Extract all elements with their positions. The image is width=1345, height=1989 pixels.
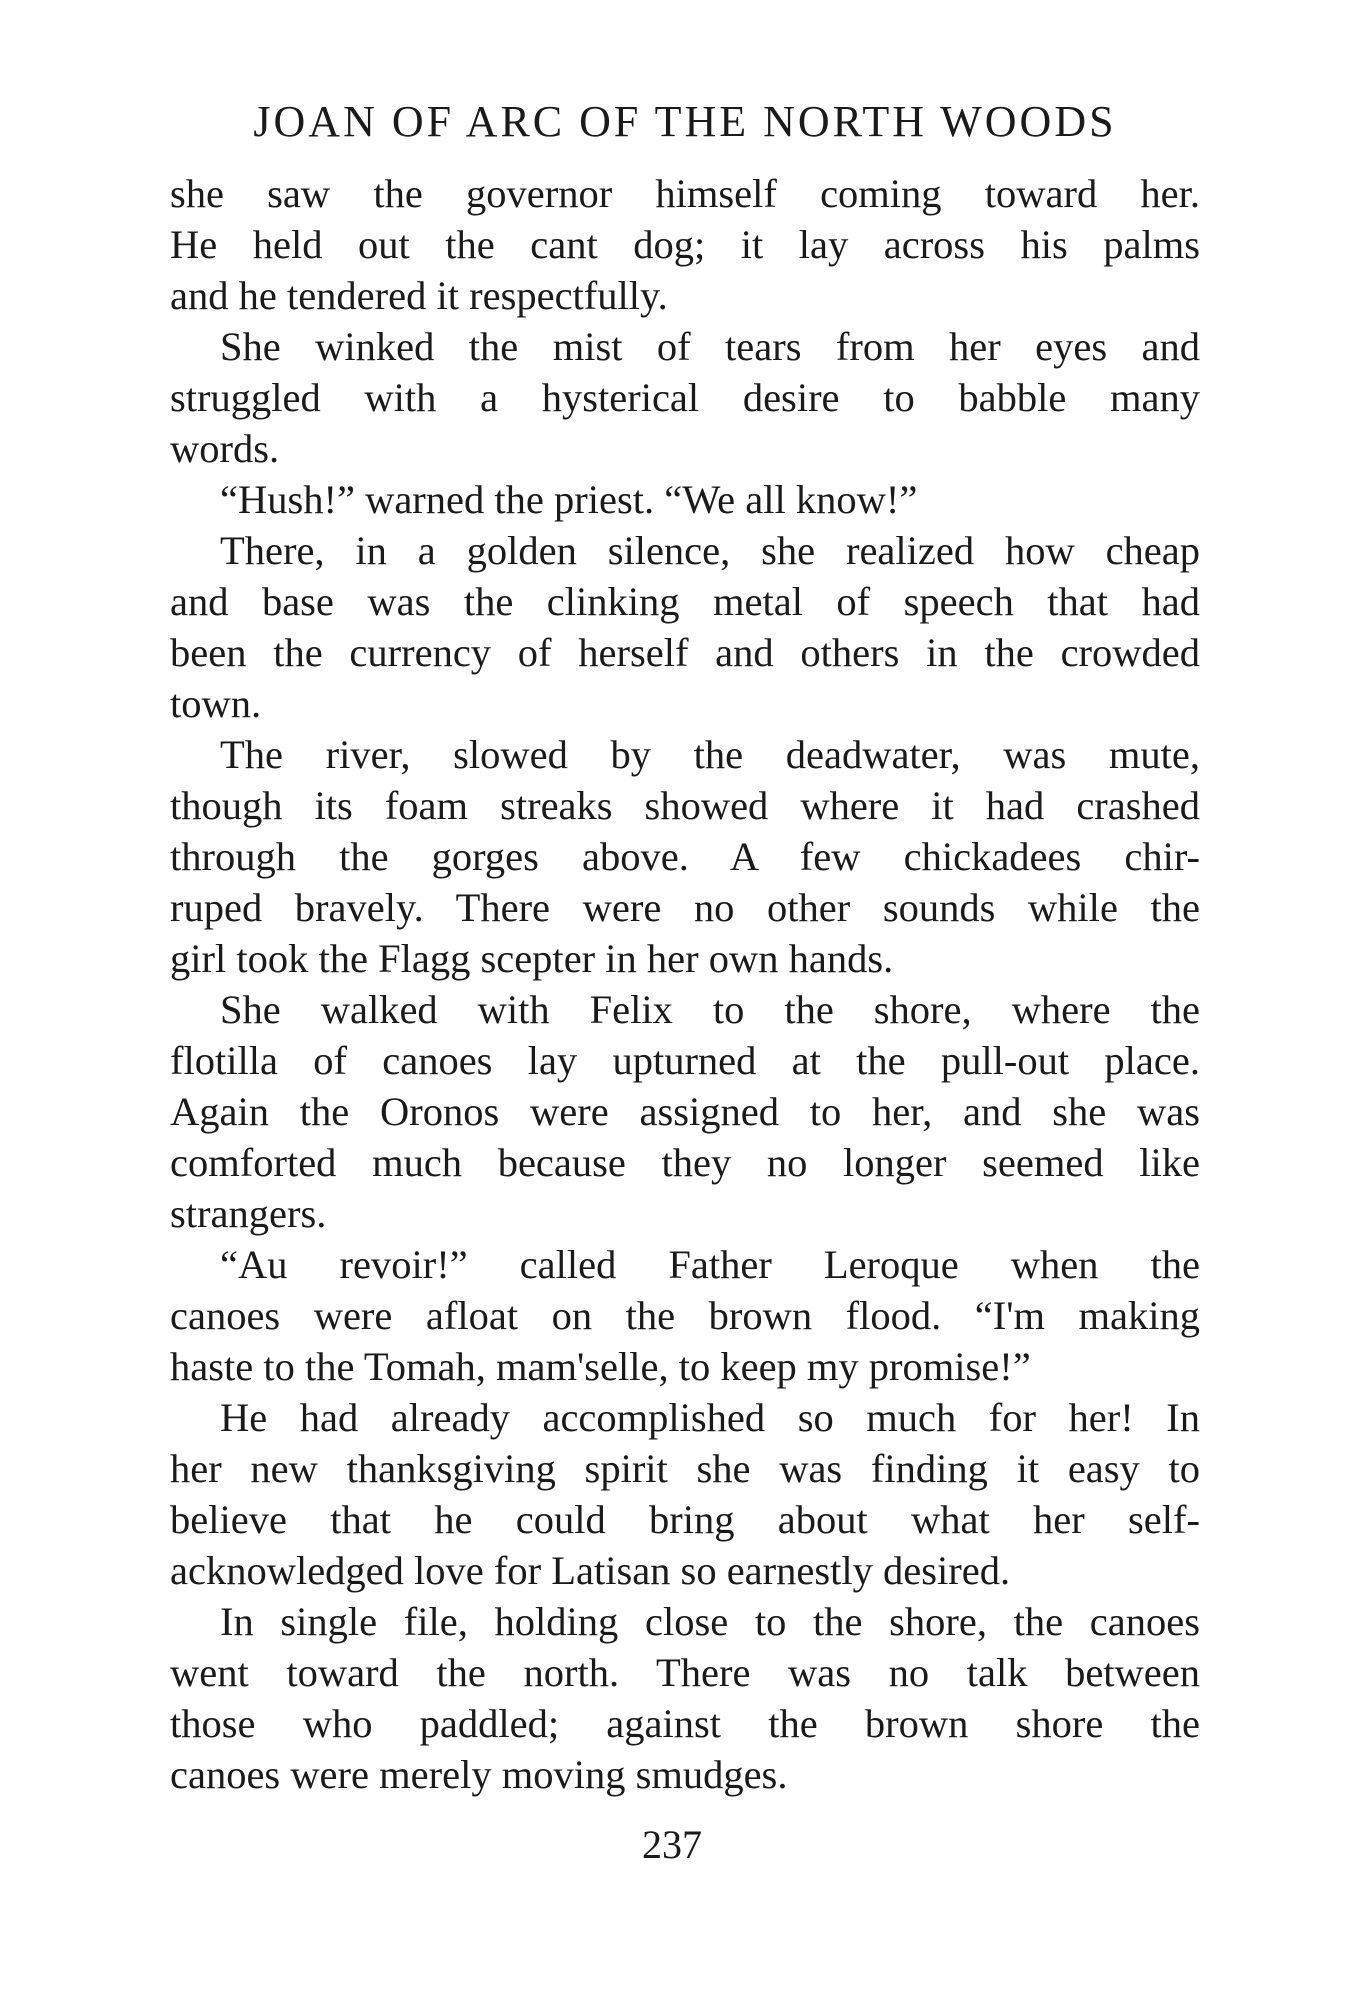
text-line: In single file, holding close to the shore, the canoes <box>220 1599 1200 1644</box>
text-line: acknowledged love for Latisan so earnestly desired. <box>170 1548 1011 1593</box>
body-text <box>170 168 1200 1800</box>
text-line: flotilla of canoes lay upturned at the pull-out place. <box>170 1038 1200 1083</box>
text-line: strangers. <box>170 1191 327 1236</box>
text-line: went toward the north. There was no talk between <box>170 1650 1200 1695</box>
text-line: He held out the cant dog; it lay across his palms <box>170 222 1200 267</box>
text-line: ruped bravely. There were no other sounds while the <box>170 885 1200 930</box>
text-line: She walked with Felix to the shore, where the <box>220 987 1200 1032</box>
text-line: There, in a golden silence, she realized how cheap <box>220 528 1200 573</box>
text-line: girl took the Flagg scepter in her own hands. <box>170 936 894 981</box>
text-line: canoes were afloat on the brown flood. “I'm making <box>170 1293 1200 1338</box>
text-line: she saw the governor himself coming toward her. <box>170 171 1200 216</box>
text-line: “Hush!” warned the priest. “We all know!” <box>220 477 918 522</box>
text-line: those who paddled; against the brown shore the <box>170 1701 1200 1746</box>
text-line: words. <box>170 426 280 471</box>
text-line: though its foam streaks showed where it had crashed <box>170 783 1200 828</box>
running-head-title: JOAN OF ARC OF THE NORTH WOODS <box>253 97 1117 146</box>
text-line: and he tendered it respectfully. <box>170 273 668 318</box>
text-line: struggled with a hysterical desire to babble many <box>170 375 1200 420</box>
text-line: her new thanksgiving spirit she was finding it easy to <box>170 1446 1200 1491</box>
text-line: haste to the Tomah, mam'selle, to keep my promise!” <box>170 1344 1031 1389</box>
text-line: canoes were merely moving smudges. <box>170 1752 788 1797</box>
text-line: She winked the mist of tears from her eyes and <box>220 324 1200 369</box>
text-line: and base was the clinking metal of speech that had <box>170 579 1200 624</box>
text-line: been the currency of herself and others in the crowded <box>170 630 1200 675</box>
text-line: He had already accomplished so much for her! In <box>220 1395 1200 1440</box>
text-line: believe that he could bring about what her self- <box>170 1497 1200 1542</box>
text-line: Again the Oronos were assigned to her, and she was <box>170 1089 1200 1134</box>
text-line: comforted much because they no longer seemed like <box>170 1140 1200 1185</box>
text-line: town. <box>170 681 262 726</box>
text-line: “Au revoir!” called Father Leroque when the <box>220 1242 1200 1287</box>
text-line: through the gorges above. A few chickadees chir- <box>170 834 1200 879</box>
page-number: 237 <box>642 1822 702 1867</box>
text-line: The river, slowed by the deadwater, was mute, <box>220 732 1200 777</box>
